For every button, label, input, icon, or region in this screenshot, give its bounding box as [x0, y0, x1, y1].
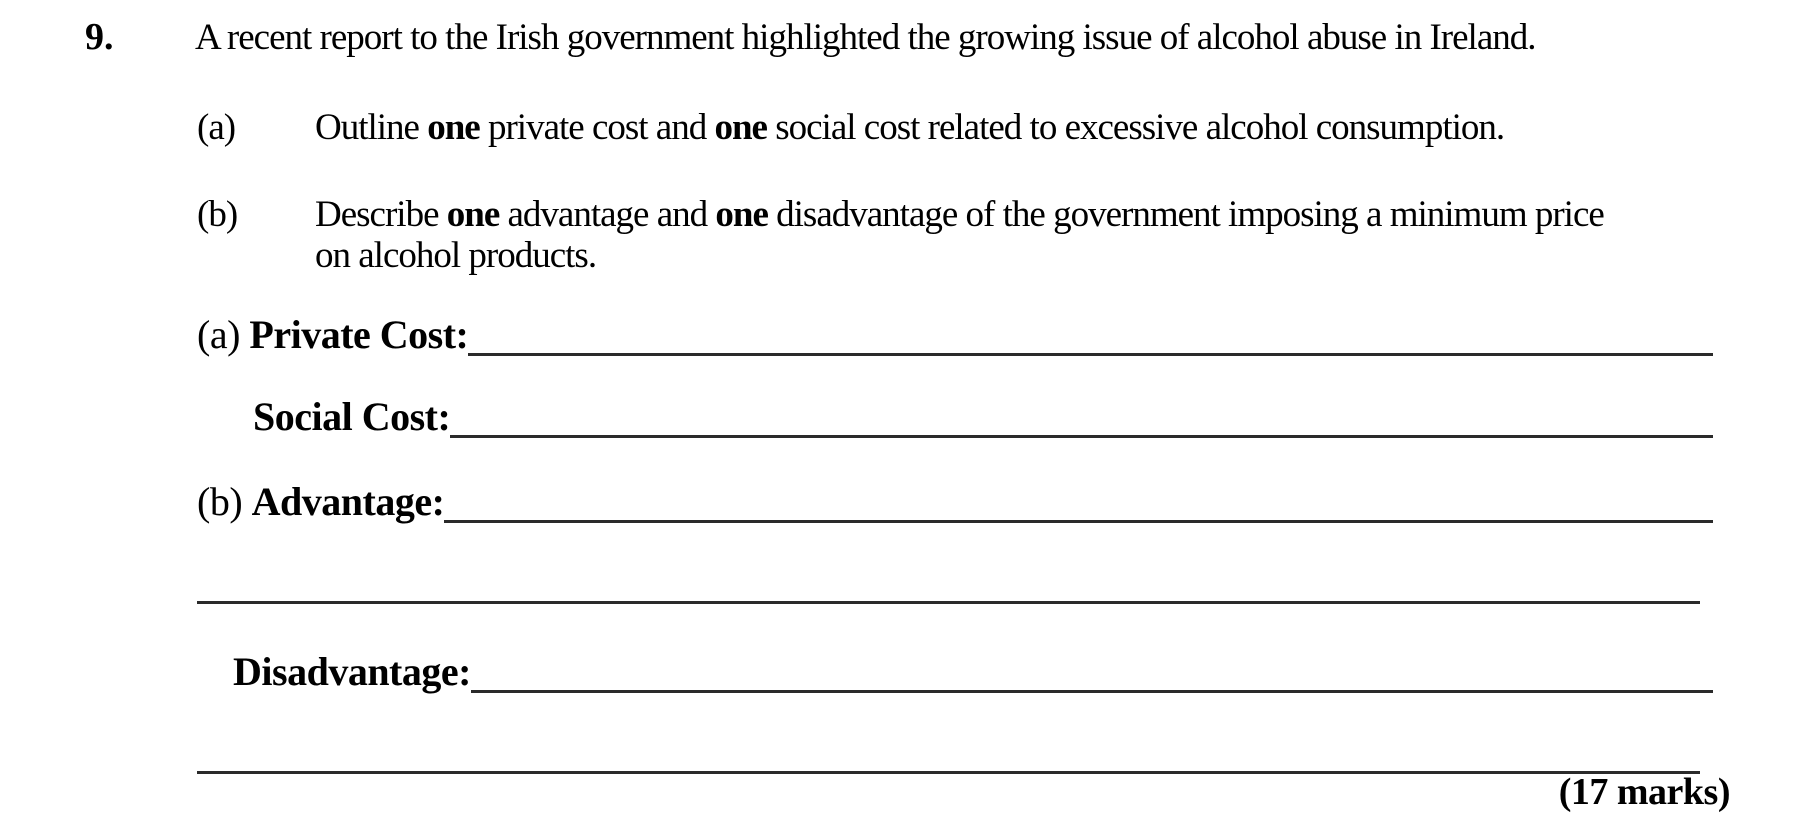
social-cost-label: Social Cost:: [253, 394, 451, 439]
disadvantage-label: Disadvantage:: [233, 649, 471, 694]
answer-row-advantage: [197, 481, 1713, 523]
social-cost-answer-line[interactable]: [450, 396, 1713, 438]
advantage-label: Advantage:: [251, 479, 445, 524]
disadvantage-continuation-line[interactable]: [197, 771, 1700, 774]
part-b-label: (b): [197, 194, 238, 235]
advantage-continuation-line[interactable]: [197, 601, 1700, 604]
question-intro: A recent report to the Irish government highlighted the growing issue of alcohol abuse in Ireland.: [195, 17, 1536, 58]
advantage-answer-line[interactable]: [444, 481, 1713, 523]
private-cost-label: Private Cost:: [249, 312, 469, 357]
marks-label: (17 marks): [1558, 771, 1730, 813]
part-b-text-line2: on alcohol products.: [315, 235, 597, 276]
answer-prefix-a: (a): [197, 312, 250, 357]
part-a-row: [197, 108, 1757, 148]
disadvantage-answer-line[interactable]: [471, 651, 1713, 693]
question-number: 9.: [85, 16, 114, 58]
private-cost-answer-line[interactable]: [468, 314, 1713, 356]
part-b-text-line1: Describe one advantage and one disadvantage of the government imposing a minimum price: [315, 194, 1604, 235]
part-a-label: (a): [197, 107, 236, 148]
answer-row-social-cost: [197, 396, 1713, 438]
answer-row-disadvantage: [197, 651, 1713, 693]
answer-row-private-cost: [197, 314, 1713, 356]
part-a-text: Outline one private cost and one social cost related to excessive alcohol consumption.: [315, 107, 1505, 148]
answer-prefix-b: (b): [197, 479, 252, 524]
part-b-row: [197, 195, 1757, 235]
